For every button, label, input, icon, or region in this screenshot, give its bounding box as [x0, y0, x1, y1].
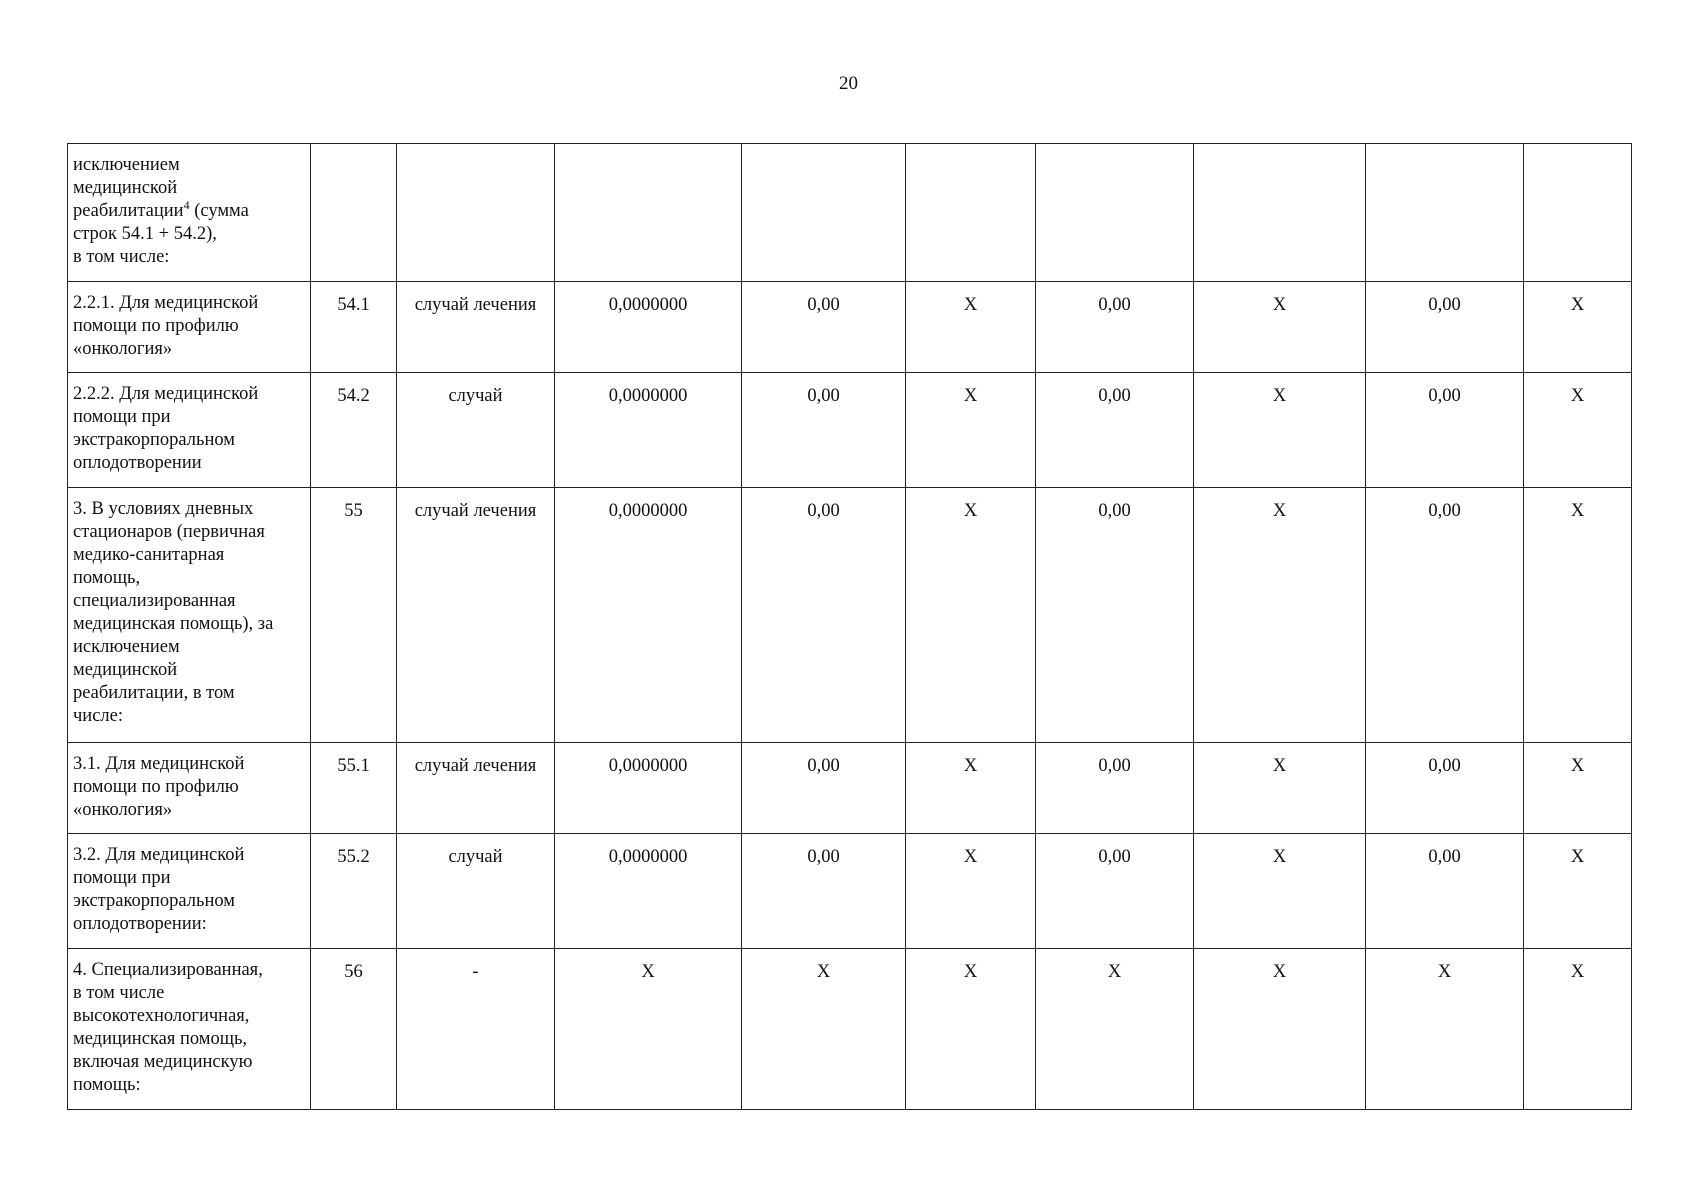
value-cell: X — [1194, 488, 1366, 743]
value-cell: X — [906, 282, 1036, 373]
value-cell: 0,00 — [1036, 743, 1194, 834]
value-cell: 0,0000000 — [555, 488, 742, 743]
value-cell: 0,00 — [742, 834, 906, 949]
row-code-cell: 55.2 — [311, 834, 397, 949]
value-cell — [1036, 144, 1194, 282]
row-name-cell: 2.2.1. Для медицинской помощи по профилю «онкология» — [68, 282, 311, 373]
value-cell — [1194, 144, 1366, 282]
row-unit-cell: случай — [397, 834, 555, 949]
value-cell: X — [1194, 949, 1366, 1110]
value-cell: 0,00 — [1366, 373, 1524, 488]
value-cell: X — [555, 949, 742, 1110]
value-cell: X — [906, 488, 1036, 743]
table-row — [68, 488, 1632, 743]
value-cell: X — [1194, 373, 1366, 488]
value-cell: X — [1524, 743, 1632, 834]
row-code-cell: 54.1 — [311, 282, 397, 373]
table-row — [68, 949, 1632, 1110]
table-row — [68, 282, 1632, 373]
row-code-cell: 55 — [311, 488, 397, 743]
value-cell: X — [1524, 282, 1632, 373]
value-cell: 0,00 — [742, 282, 906, 373]
value-cell: 0,0000000 — [555, 373, 742, 488]
row-unit-cell: - — [397, 949, 555, 1110]
value-cell: X — [906, 743, 1036, 834]
table-row — [68, 834, 1632, 949]
value-cell: X — [1194, 282, 1366, 373]
page-number: 20 — [839, 73, 858, 94]
value-cell — [555, 144, 742, 282]
value-cell: X — [1366, 949, 1524, 1110]
value-cell: 0,00 — [1036, 373, 1194, 488]
row-unit-cell: случай лечения — [397, 282, 555, 373]
value-cell: X — [906, 373, 1036, 488]
value-cell: X — [1036, 949, 1194, 1110]
row-unit-cell: случай лечения — [397, 488, 555, 743]
footnote-mark: 4 — [183, 197, 190, 212]
value-cell: 0,00 — [742, 373, 906, 488]
value-cell: 0,0000000 — [555, 743, 742, 834]
row-name-cell: 4. Специализированная, в том числе высокотехнологичная, медицинская помощь, включая медицинскую помощь: — [68, 949, 311, 1110]
document-table — [67, 143, 1632, 1110]
row-code-cell: 55.1 — [311, 743, 397, 834]
row-name-cell: 2.2.2. Для медицинской помощи при экстракорпоральном оплодотворении — [68, 373, 311, 488]
row-unit-cell: случай — [397, 373, 555, 488]
table-row — [68, 373, 1632, 488]
value-cell: X — [1194, 834, 1366, 949]
value-cell: 0,00 — [742, 743, 906, 834]
row-unit-cell — [397, 144, 555, 282]
value-cell: 0,00 — [1036, 834, 1194, 949]
value-cell: 0,00 — [1366, 834, 1524, 949]
value-cell: X — [742, 949, 906, 1110]
row-name-cell: исключением медицинской реабилитации$^4$ (сумма строк 54.1 + 54.2), в том числе: — [68, 144, 311, 282]
row-unit-cell: случай лечения — [397, 743, 555, 834]
value-cell: 0,00 — [1366, 282, 1524, 373]
value-cell: X — [1524, 949, 1632, 1110]
table-row — [68, 743, 1632, 834]
value-cell: 0,0000000 — [555, 834, 742, 949]
value-cell: X — [906, 949, 1036, 1110]
row-code-cell — [311, 144, 397, 282]
value-cell: 0,00 — [742, 488, 906, 743]
value-cell — [742, 144, 906, 282]
value-cell: 0,00 — [1366, 488, 1524, 743]
table-row — [68, 144, 1632, 282]
value-cell: 0,00 — [1036, 488, 1194, 743]
row-name-cell: 3.1. Для медицинской помощи по профилю «онкология» — [68, 743, 311, 834]
value-cell — [1366, 144, 1524, 282]
value-cell — [1524, 144, 1632, 282]
value-cell: 0,0000000 — [555, 282, 742, 373]
row-name-cell: 3. В условиях дневных стационаров (первичная медико-санитарная помощь, специализированная медицинская помощь), за исключением медицинской реабилитации, в том числе: — [68, 488, 311, 743]
value-cell: 0,00 — [1036, 282, 1194, 373]
value-cell: X — [1524, 373, 1632, 488]
value-cell: X — [1524, 834, 1632, 949]
value-cell: X — [1524, 488, 1632, 743]
row-code-cell: 54.2 — [311, 373, 397, 488]
value-cell: 0,00 — [1366, 743, 1524, 834]
value-cell: X — [906, 834, 1036, 949]
row-name-cell: 3.2. Для медицинской помощи при экстракорпоральном оплодотворении: — [68, 834, 311, 949]
value-cell — [906, 144, 1036, 282]
row-code-cell: 56 — [311, 949, 397, 1110]
value-cell: X — [1194, 743, 1366, 834]
